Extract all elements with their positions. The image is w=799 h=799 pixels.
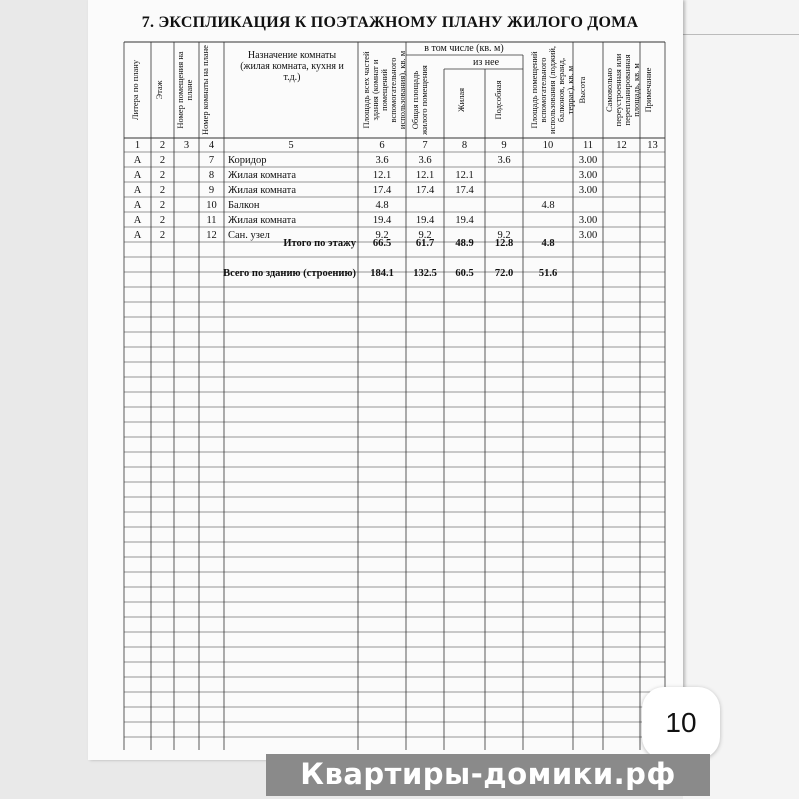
table-cell-obsh: 17.4	[415, 185, 435, 196]
table-cell-obsh: 19.4	[415, 215, 435, 226]
table-cell-all: 9.2	[375, 230, 389, 241]
column-number: 9	[501, 140, 507, 151]
table-cell-pods: 9.2	[497, 230, 511, 241]
table-cell-vys: 3.00	[578, 185, 598, 196]
total-building-pods: 72.0	[494, 268, 514, 279]
header-ploshchad-vspom: Площадь помещений вспомогательного использования (лоджий, балконов, веранд, террас), кв. м	[529, 46, 575, 134]
table-cell-vspom: 4.8	[541, 200, 555, 211]
table-cell-litera: А	[133, 230, 142, 241]
header-zhilaya: Жилая	[456, 87, 466, 113]
total-floor-all: 66.5	[372, 238, 392, 249]
table-cell-komn: 8	[208, 170, 215, 181]
table-cell-vys: 3.00	[578, 170, 598, 181]
table-cell-name: Жилая комната	[228, 215, 297, 226]
table-cell-obsh: 9.2	[418, 230, 432, 241]
header-etazh: Этаж	[154, 80, 164, 100]
table-cell-etazh: 2	[159, 230, 166, 241]
header-vysota: Высота	[577, 76, 587, 104]
total-floor-pods: 12.8	[494, 238, 514, 249]
column-number: 6	[379, 140, 385, 151]
total-building-obsh: 132.5	[413, 268, 437, 279]
table-cell-litera: А	[133, 215, 142, 226]
table-cell-zhil: 12.1	[455, 170, 474, 181]
table-cell-name: Жилая комната	[228, 170, 297, 181]
table-cell-litera: А	[133, 155, 142, 166]
total-floor-zhil: 48.9	[455, 238, 474, 249]
column-number: 2	[159, 140, 166, 151]
table-cell-vys: 3.00	[578, 215, 598, 226]
header-iz-nee: из нее	[472, 57, 500, 68]
total-building-all: 184.1	[370, 268, 394, 279]
header-v-tom-chisle: в том числе (кв. м)	[424, 43, 504, 54]
header-podsobnaya: Подсобная	[493, 80, 503, 120]
table-cell-etazh: 2	[159, 155, 166, 166]
column-number: 1	[134, 140, 141, 151]
table-cell-pods: 3.6	[497, 155, 511, 166]
table-cell-all: 12.1	[372, 170, 392, 181]
table-cell-all: 3.6	[375, 155, 389, 166]
table-cell-obsh: 12.1	[415, 170, 435, 181]
table-cell-komn: 10	[206, 200, 217, 211]
table-cell-name: Коридор	[228, 155, 267, 166]
table-cell-name: Сан. узел	[228, 230, 270, 241]
header-primechanie: Примечание	[643, 67, 653, 113]
table-cell-name: Жилая комната	[228, 185, 297, 196]
table-cell-etazh: 2	[159, 200, 166, 211]
site-watermark: Квартиры-домики.рф	[266, 754, 710, 796]
header-nomer-pomeshcheniya: Номер помещения на плане	[175, 51, 194, 129]
header-naznachenie: Назначение комнаты (жилая комната, кухня и т.д.)	[240, 50, 344, 83]
header-samovolno: Самовольно переустроенная или перепланированная площадь, кв. м	[604, 53, 641, 127]
column-number: 13	[647, 140, 658, 151]
header-nomer-komnaty: Номер комнаты на плане	[200, 45, 210, 135]
total-floor-vspom: 4.8	[541, 238, 555, 249]
table-cell-vys: 3.00	[578, 230, 598, 241]
table-cell-etazh: 2	[159, 170, 166, 181]
column-number: 5	[288, 140, 294, 151]
header-ploshchad-vseh: Площадь всех частей здания (комнат и помещений вспомогательного использования), кв. м	[361, 50, 407, 130]
table-cell-all: 17.4	[372, 185, 392, 196]
table-cell-litera: А	[133, 185, 142, 196]
column-number: 10	[542, 140, 554, 151]
column-number: 11	[582, 140, 594, 151]
table-cell-obsh: 3.6	[418, 155, 432, 166]
header-obshchaya: Общая площадь жилого помещения	[410, 65, 429, 135]
column-number: 8	[461, 140, 468, 151]
total-floor-obsh: 61.7	[415, 238, 435, 249]
header-litera: Литера по плану	[130, 59, 140, 121]
total-building-zhil: 60.5	[455, 268, 474, 279]
table-cell-etazh: 2	[159, 215, 166, 226]
table-cell-name: Балкон	[228, 200, 260, 211]
page-title: 7. ЭКСПЛИКАЦИЯ К ПОЭТАЖНОМУ ПЛАНУ ЖИЛОГО ДОМА	[141, 14, 639, 31]
column-number: 4	[208, 140, 215, 151]
table-cell-etazh: 2	[159, 185, 166, 196]
total-building-vspom: 51.6	[538, 268, 558, 279]
column-number: 7	[422, 140, 428, 151]
table-cell-litera: А	[133, 170, 142, 181]
table-cell-komn: 11	[206, 215, 217, 226]
table-cell-zhil: 19.4	[455, 215, 474, 226]
page-number-badge: 10	[642, 687, 720, 759]
table-cell-all: 19.4	[372, 215, 392, 226]
table-cell-komn: 9	[208, 185, 215, 196]
column-number: 3	[183, 140, 190, 151]
table-cell-vys: 3.00	[578, 155, 598, 166]
column-number: 12	[616, 140, 627, 151]
table-cell-komn: 7	[208, 155, 215, 166]
table-cell-komn: 12	[206, 230, 217, 241]
table-cell-litera: А	[133, 200, 142, 211]
total-building-label: Всего по зданию (строению)	[223, 268, 356, 279]
total-floor-label: Итого по этажу	[283, 238, 356, 249]
table-cell-all: 4.8	[375, 200, 389, 211]
table-cell-zhil: 17.4	[455, 185, 474, 196]
